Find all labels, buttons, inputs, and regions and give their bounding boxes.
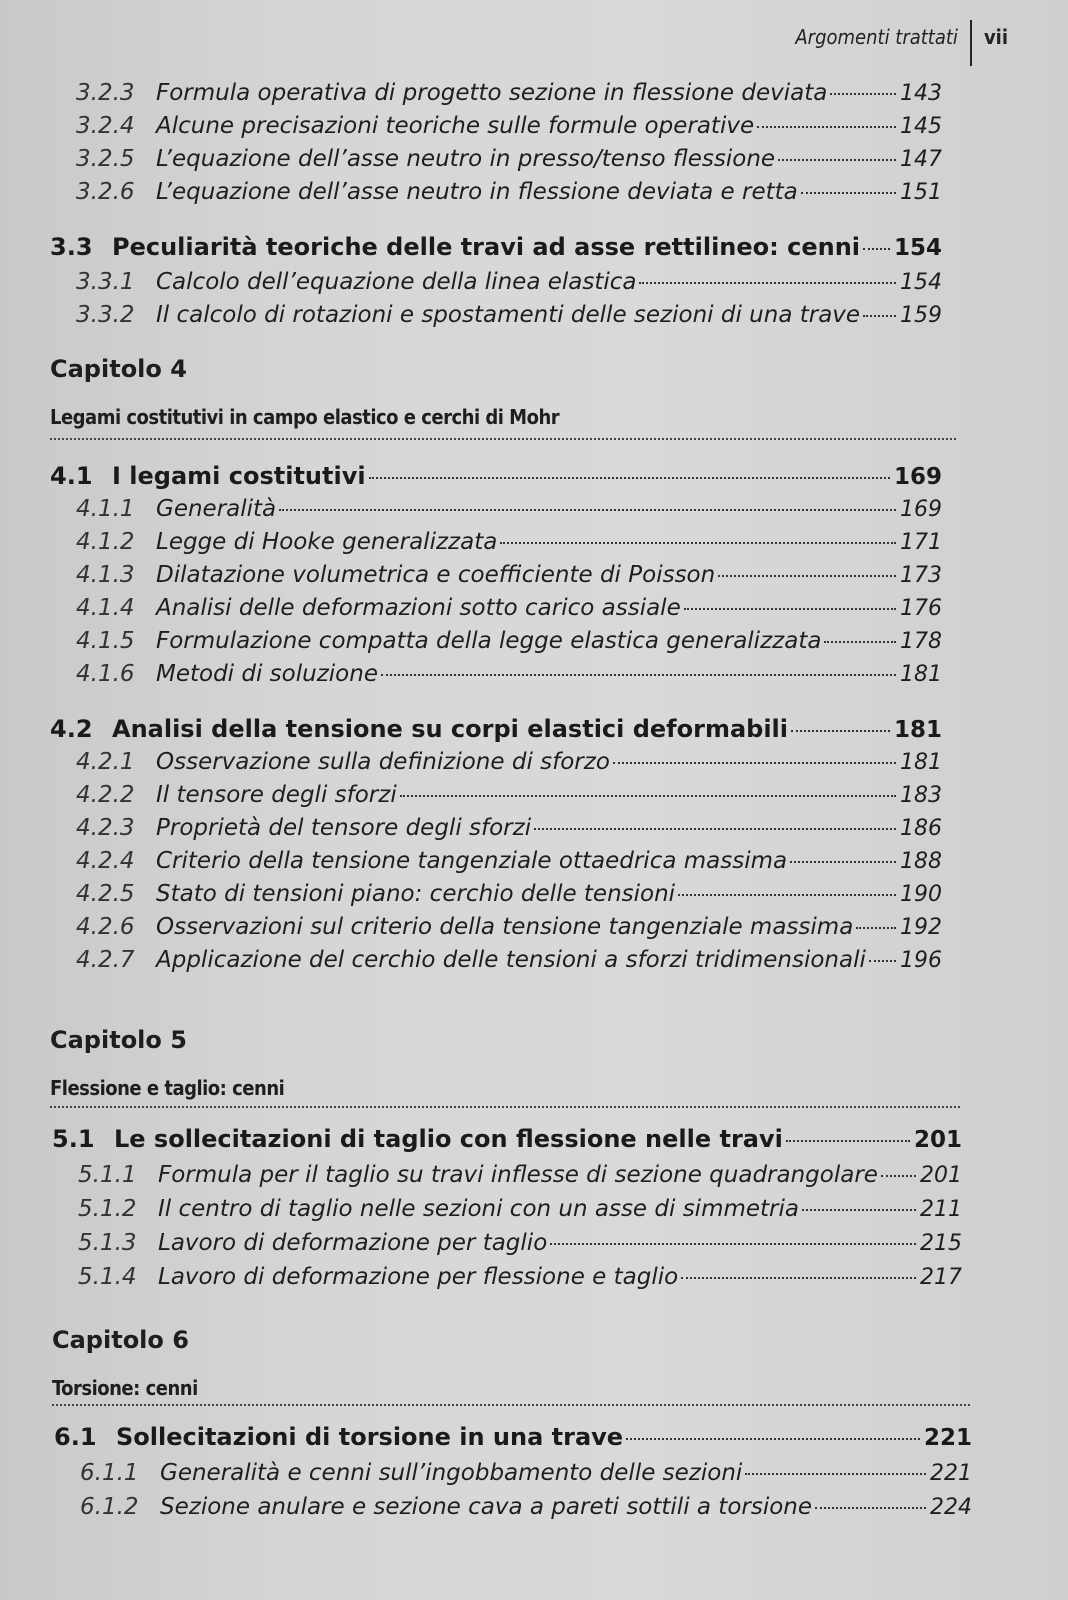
toc-entry bbox=[76, 813, 942, 844]
entry-number: 4.1.3 bbox=[76, 562, 135, 588]
entry-title: Il calcolo di rotazioni e spostamenti delle sezioni di una trave bbox=[156, 302, 861, 328]
entry-page: 201 bbox=[920, 1163, 962, 1188]
entry-number: 5.1.1 bbox=[78, 1162, 137, 1188]
toc-section bbox=[54, 1422, 972, 1453]
entry-number: 5.1.3 bbox=[78, 1230, 137, 1256]
entry-title: Generalità e cenni sull’ingobbamento delle sezioni bbox=[160, 1460, 743, 1486]
entry-page: 169 bbox=[900, 497, 942, 522]
toc-entry bbox=[76, 879, 942, 910]
entry-number: 3.2.4 bbox=[76, 113, 135, 139]
dot-leader bbox=[534, 828, 896, 830]
dot-leader bbox=[369, 477, 890, 479]
entry-title: Formulazione compatta della legge elastica generalizzata bbox=[156, 628, 822, 654]
entry-title: Lavoro di deformazione per taglio bbox=[158, 1230, 548, 1256]
entry-title: Calcolo dell’equazione della linea elastica bbox=[156, 269, 637, 295]
entry-title: Applicazione del cerchio delle tensioni a sforzi tridimensionali bbox=[156, 947, 866, 973]
entry-number: 4.2.7 bbox=[76, 947, 135, 973]
dot-leader bbox=[830, 93, 896, 95]
entry-page: 192 bbox=[900, 915, 942, 940]
section-page: 221 bbox=[923, 1425, 972, 1451]
toc-entry bbox=[76, 747, 942, 778]
toc-entry bbox=[76, 780, 942, 811]
toc-section bbox=[52, 1124, 962, 1155]
entry-title: Legge di Hooke generalizzata bbox=[156, 529, 498, 555]
dot-leader bbox=[745, 1473, 926, 1475]
entry-title: L’equazione dell’asse neutro in presso/tenso flessione bbox=[156, 146, 776, 172]
entry-number: 3.3.2 bbox=[76, 302, 135, 328]
entry-page: 215 bbox=[920, 1231, 962, 1256]
entry-page: 143 bbox=[900, 81, 942, 106]
chapter-4-title: Legami costitutivi in campo elastico e cerchi di Mohr bbox=[50, 405, 560, 429]
chapter-6-label: Capitolo 6 bbox=[52, 1326, 189, 1354]
chapter-4-label: Capitolo 4 bbox=[50, 355, 187, 383]
running-head-divider bbox=[970, 20, 972, 66]
entry-page: 176 bbox=[900, 596, 942, 621]
entry-title: L’equazione dell’asse neutro in flessione deviata e retta bbox=[156, 179, 798, 205]
entry-number: 3.2.3 bbox=[76, 80, 135, 106]
toc-entry bbox=[76, 846, 942, 877]
toc-entry bbox=[76, 945, 942, 976]
section-page: 201 bbox=[913, 1127, 962, 1153]
dot-leader bbox=[678, 894, 896, 896]
dot-leader bbox=[786, 1140, 910, 1142]
entry-page: 196 bbox=[900, 948, 942, 973]
chapter-4-rule bbox=[50, 438, 956, 440]
entry-page: 211 bbox=[920, 1197, 962, 1222]
dot-leader bbox=[381, 674, 896, 676]
entry-page: 181 bbox=[900, 662, 942, 687]
dot-leader bbox=[681, 1277, 916, 1279]
entry-title: Stato di tensioni piano: cerchio delle tensioni bbox=[156, 881, 676, 907]
entry-number: 3.2.6 bbox=[76, 179, 135, 205]
toc-entry bbox=[76, 78, 942, 109]
dot-leader bbox=[550, 1243, 916, 1245]
entry-number: 4.2.2 bbox=[76, 782, 135, 808]
section-page: 169 bbox=[893, 464, 942, 490]
dot-leader bbox=[718, 575, 896, 577]
entry-number: 4.1.1 bbox=[76, 496, 135, 522]
entry-number: 4.2.1 bbox=[76, 749, 135, 775]
entry-number: 4.2.6 bbox=[76, 914, 135, 940]
entry-page: 224 bbox=[930, 1495, 972, 1520]
entry-title: Proprietà del tensore degli sforzi bbox=[156, 815, 532, 841]
dot-leader bbox=[626, 1438, 920, 1440]
dot-leader bbox=[790, 861, 896, 863]
entry-number: 5.1.4 bbox=[78, 1264, 137, 1290]
entry-title: Osservazione sulla definizione di sforzo bbox=[156, 749, 610, 775]
dot-leader bbox=[802, 1209, 916, 1211]
section-number: 4.2 bbox=[50, 715, 93, 743]
entry-page: 159 bbox=[900, 303, 942, 328]
entry-title: Formula per il taglio su travi inflesse di sezione quadrangolare bbox=[158, 1162, 878, 1188]
toc-entry bbox=[76, 659, 942, 690]
entry-page: 183 bbox=[900, 783, 942, 808]
dot-leader bbox=[500, 542, 896, 544]
entry-number: 4.1.4 bbox=[76, 595, 135, 621]
entry-title: Osservazioni sul criterio della tensione tangenziale massima bbox=[156, 914, 854, 940]
section-page: 181 bbox=[893, 717, 942, 743]
entry-number: 4.2.3 bbox=[76, 815, 135, 841]
entry-page: 145 bbox=[900, 114, 942, 139]
entry-page: 147 bbox=[900, 147, 942, 172]
toc-entry bbox=[76, 300, 942, 331]
entry-number: 6.1.1 bbox=[80, 1460, 139, 1486]
toc-entry bbox=[78, 1228, 962, 1259]
toc-entry bbox=[76, 593, 942, 624]
dot-leader bbox=[863, 315, 896, 317]
toc-entry bbox=[76, 912, 942, 943]
section-number: 3.3 bbox=[50, 233, 93, 261]
entry-number: 4.1.6 bbox=[76, 661, 135, 687]
section-title: Peculiarità teoriche delle travi ad asse rettilineo: cenni bbox=[112, 233, 861, 261]
dot-leader bbox=[684, 608, 896, 610]
entry-title: Formula operativa di progetto sezione in flessione deviata bbox=[156, 80, 828, 106]
dot-leader bbox=[400, 795, 896, 797]
toc-section bbox=[50, 714, 942, 745]
entry-page: 188 bbox=[900, 849, 942, 874]
entry-title: Alcune precisazioni teoriche sulle formule operative bbox=[156, 113, 755, 139]
entry-number: 4.2.4 bbox=[76, 848, 135, 874]
toc-entry bbox=[80, 1458, 972, 1489]
section-title: Sollecitazioni di torsione in una trave bbox=[116, 1423, 624, 1451]
entry-page: 190 bbox=[900, 882, 942, 907]
toc-entry bbox=[76, 111, 942, 142]
dot-leader bbox=[815, 1507, 926, 1509]
entry-title: Dilatazione volumetrica e coefficiente di Poisson bbox=[156, 562, 716, 588]
toc-entry bbox=[76, 144, 942, 175]
entry-page: 171 bbox=[900, 530, 942, 555]
entry-number: 6.1.2 bbox=[80, 1494, 139, 1520]
toc-entry bbox=[78, 1262, 962, 1293]
toc-entry bbox=[76, 267, 942, 298]
toc-section bbox=[50, 232, 942, 263]
dot-leader bbox=[856, 927, 896, 929]
section-title: Analisi della tensione su corpi elastici deformabili bbox=[112, 715, 789, 743]
entry-title: Generalità bbox=[156, 496, 277, 522]
running-head-label: Argomenti trattati bbox=[795, 25, 958, 49]
entry-page: 186 bbox=[900, 816, 942, 841]
page-number: vii bbox=[983, 25, 1008, 49]
toc-entry bbox=[78, 1194, 962, 1225]
entry-title: Metodi di soluzione bbox=[156, 661, 378, 687]
chapter-6-title: Torsione: cenni bbox=[52, 1376, 198, 1400]
dot-leader bbox=[757, 126, 896, 128]
entry-page: 181 bbox=[900, 750, 942, 775]
entry-title: Analisi delle deformazioni sotto carico assiale bbox=[156, 595, 681, 621]
entry-title: Criterio della tensione tangenziale ottaedrica massima bbox=[156, 848, 788, 874]
chapter-5-title: Flessione e taglio: cenni bbox=[50, 1076, 285, 1100]
entry-number: 4.1.5 bbox=[76, 628, 135, 654]
entry-page: 173 bbox=[900, 563, 942, 588]
entry-number: 3.2.5 bbox=[76, 146, 135, 172]
dot-leader bbox=[613, 762, 896, 764]
dot-leader bbox=[778, 159, 896, 161]
entry-page: 178 bbox=[900, 629, 942, 654]
entry-number: 5.1.2 bbox=[78, 1196, 137, 1222]
dot-leader bbox=[869, 960, 896, 962]
section-number: 4.1 bbox=[50, 462, 93, 490]
chapter-5-label: Capitolo 5 bbox=[50, 1026, 187, 1054]
entry-number: 3.3.1 bbox=[76, 269, 135, 295]
entry-title: Lavoro di deformazione per flessione e taglio bbox=[158, 1264, 679, 1290]
toc-entry bbox=[80, 1492, 972, 1523]
toc-entry bbox=[76, 626, 942, 657]
entry-number: 4.1.2 bbox=[76, 529, 135, 555]
chapter-5-rule bbox=[50, 1106, 960, 1108]
entry-title: Il tensore degli sforzi bbox=[156, 782, 397, 808]
toc-entry bbox=[76, 560, 942, 591]
toc-entry bbox=[76, 494, 942, 525]
section-page: 154 bbox=[893, 235, 942, 261]
toc-entry bbox=[76, 527, 942, 558]
dot-leader bbox=[639, 282, 896, 284]
entry-title: Il centro di taglio nelle sezioni con un asse di simmetria bbox=[158, 1196, 799, 1222]
dot-leader bbox=[881, 1175, 916, 1177]
entry-page: 221 bbox=[930, 1461, 972, 1486]
dot-leader bbox=[863, 248, 890, 250]
section-title: Le sollecitazioni di taglio con flessione nelle travi bbox=[114, 1125, 783, 1153]
entry-page: 151 bbox=[900, 180, 942, 205]
dot-leader bbox=[791, 730, 890, 732]
toc-entry bbox=[76, 177, 942, 208]
entry-title: Sezione anulare e sezione cava a pareti sottili a torsione bbox=[160, 1494, 813, 1520]
running-head bbox=[795, 14, 1008, 60]
chapter-6-rule bbox=[52, 1404, 970, 1406]
section-number: 5.1 bbox=[52, 1125, 95, 1153]
toc-entry bbox=[78, 1160, 962, 1191]
section-title: I legami costitutivi bbox=[112, 462, 366, 490]
entry-page: 154 bbox=[900, 270, 942, 295]
dot-leader bbox=[279, 509, 896, 511]
entry-number: 4.2.5 bbox=[76, 881, 135, 907]
entry-page: 217 bbox=[920, 1265, 962, 1290]
dot-leader bbox=[824, 641, 896, 643]
section-number: 6.1 bbox=[54, 1423, 97, 1451]
toc-section bbox=[50, 461, 942, 492]
dot-leader bbox=[801, 192, 896, 194]
